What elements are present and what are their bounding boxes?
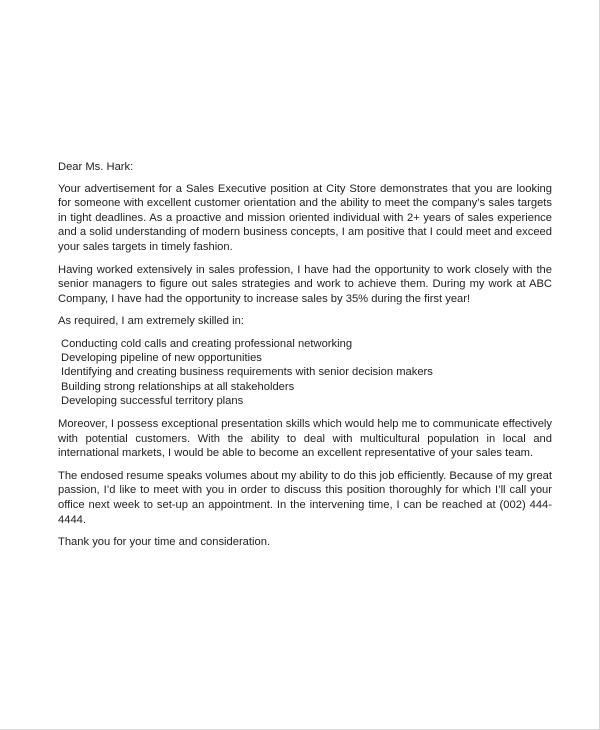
skill-item: Developing pipeline of new opportunities [61, 352, 262, 365]
skill-item: Building strong relationships at all stakeholders [61, 380, 295, 393]
resume-contact-paragraph: The endosed resume speaks volumes about my ability to do this job efficiently. Because of my great passion, I’d like to meet with you in order to discuss this position thoroughly for which I’ll call your office next week to set-up an appointment. In the intervening time, I can be reached at (002) 444-4444. [58, 469, 552, 526]
skill-item: Identifying and creating business requirements with senior decision makers [61, 366, 433, 379]
intro-paragraph: Your advertisement for a Sales Executive position at City Store demonstrates that you are looking for someone with excellent customer orientation and the ability to meet the company’s sales targets in tight deadlines. As a proactive and mission oriented individual with 2+ years of sales experience and a solid understanding of modern business concepts, I am positive that I could meet and exceed your sales targets in timely fashion. [58, 182, 552, 253]
cover-letter-body [58, 160, 552, 550]
experience-paragraph: Having worked extensively in sales profession, I have had the opportunity to work closely with the senior managers to figure out sales strategies and work to achieve them. During my work at ABC Company, I have had the opportunity to increase sales by 35% during the first year! [58, 263, 552, 305]
skill-item: Conducting cold calls and creating professional networking [61, 337, 353, 350]
skills-list [58, 337, 552, 408]
presentation-skills-paragraph: Moreover, I possess exceptional presentation skills which would help me to communicate effectively with potential customers. With the ability to deal with multicultural population in local and international markets, I would be able to become an excellent representative of your sales team. [58, 417, 552, 460]
closing-line: Thank you for your time and consideration. [58, 536, 271, 549]
salutation: Dear Ms. Hark: [58, 161, 134, 173]
skill-item: Developing successful territory plans [61, 394, 244, 407]
skills-intro-paragraph: As required, I am extremely skilled in: [58, 315, 244, 328]
